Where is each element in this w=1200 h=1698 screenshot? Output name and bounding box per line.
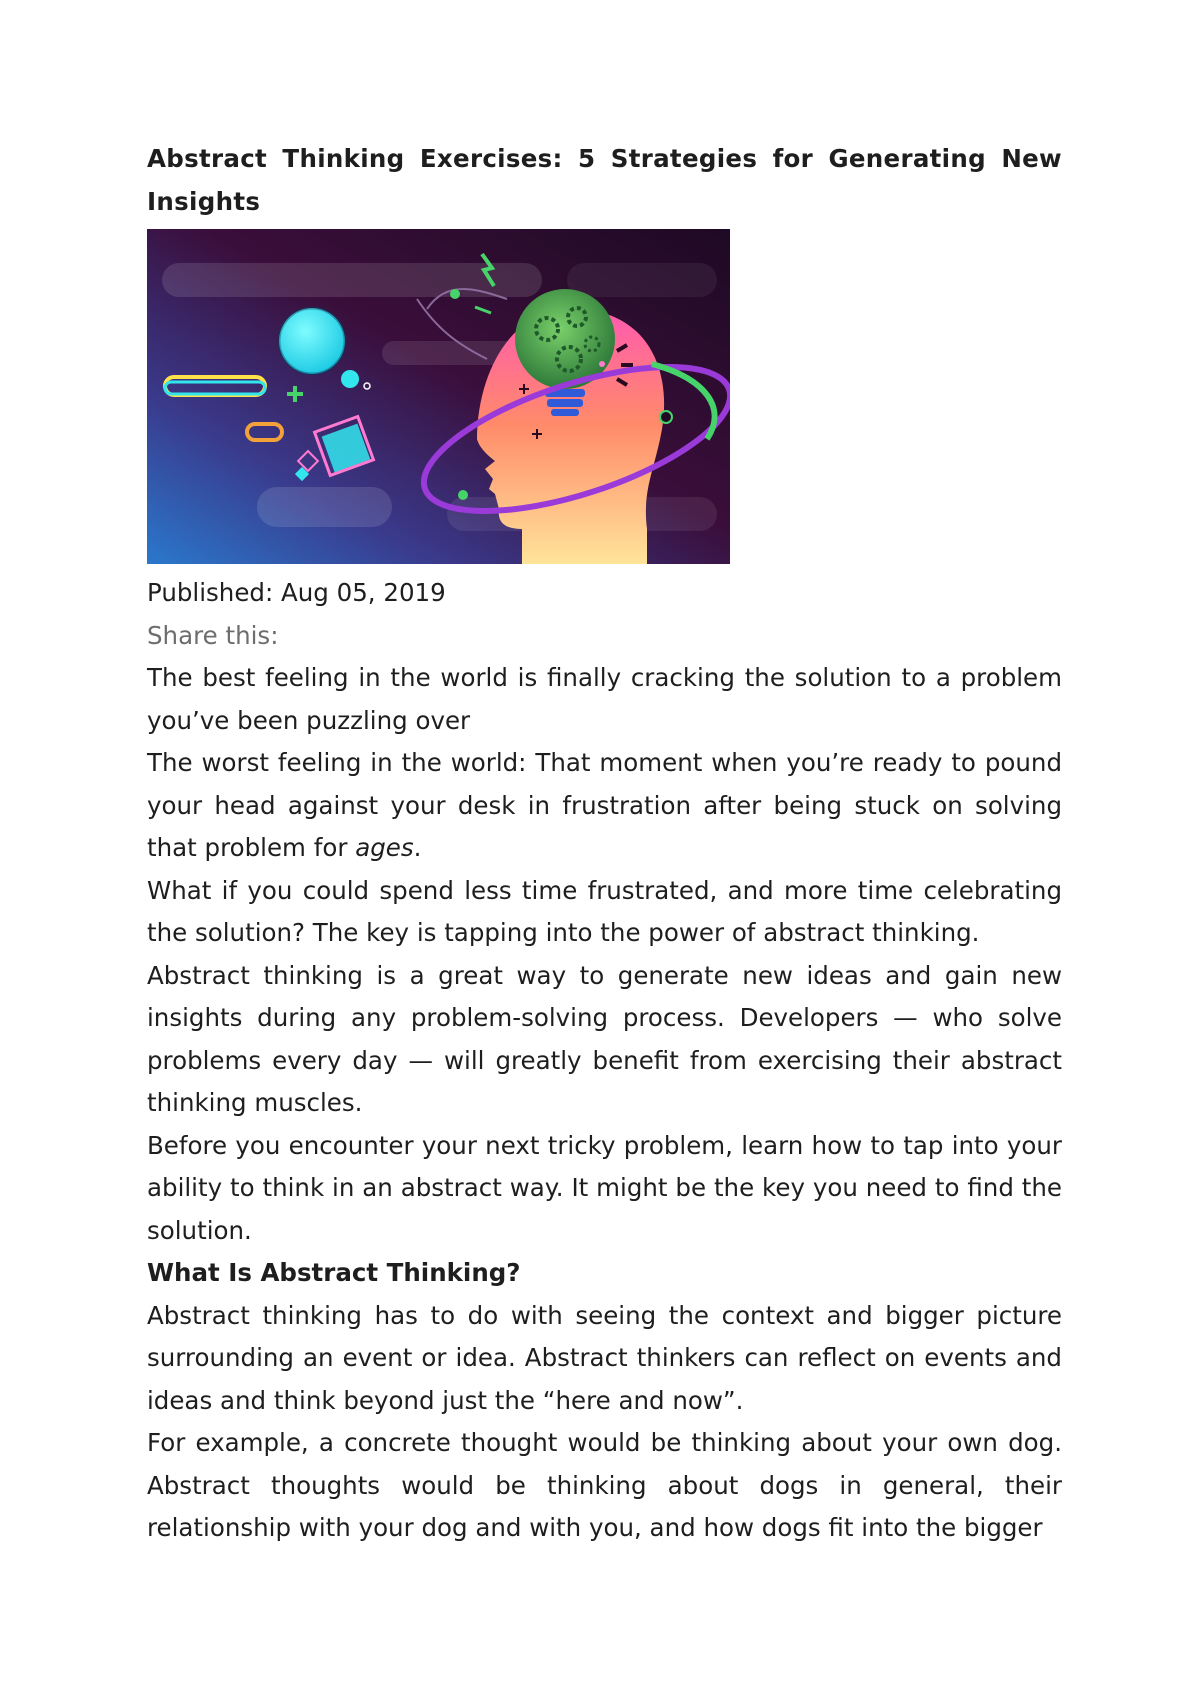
paragraph-1: The best feeling in the world is finally cracking the solution to a problem you’ve been puzzling over	[147, 663, 1062, 735]
paragraph-2	[147, 742, 1062, 870]
paragraph-3: What if you could spend less time frustrated, and more time celebrating the solution? The key is tapping into the power of abstract thinking.	[147, 875, 1062, 947]
article-title: Abstract Thinking Exercises: 5 Strategies for Generating New Insights	[147, 144, 1062, 216]
hero-image	[147, 229, 730, 564]
paragraph-5: Before you encounter your next tricky problem, learn how to tap into your ability to think in an abstract way. It might be the key you need to find the solution.	[147, 1130, 1062, 1245]
article	[147, 138, 1062, 1550]
paragraph-2-end: .	[413, 833, 422, 862]
paragraph-4: Abstract thinking is a great way to generate new ideas and gain new insights during any problem-solving process. Developers — who solve problems every day — will greatly benefit from exercising their abstract thinking muscles.	[147, 960, 1062, 1117]
published-date: Published: Aug 05, 2019	[147, 578, 446, 607]
paragraph-2-emphasis: ages	[355, 833, 414, 862]
paragraph-2-text: The worst feeling in the world: That moment when you’re ready to pound your head against your desk in frustration after being stuck on solving that problem for	[147, 748, 1062, 862]
section-heading: What Is Abstract Thinking?	[147, 1258, 521, 1287]
paragraph-6: Abstract thinking has to do with seeing the context and bigger picture surrounding an event or idea. Abstract thinkers can reflect on events and ideas and think beyond just the “here and now”.	[147, 1300, 1062, 1415]
paragraph-7: For example, a concrete thought would be thinking about your own dog. Abstract thoughts would be thinking about dogs in general, their relationship with your dog and with you, and how dogs fit into the bigger	[147, 1428, 1062, 1542]
share-label: Share this:	[147, 620, 279, 650]
